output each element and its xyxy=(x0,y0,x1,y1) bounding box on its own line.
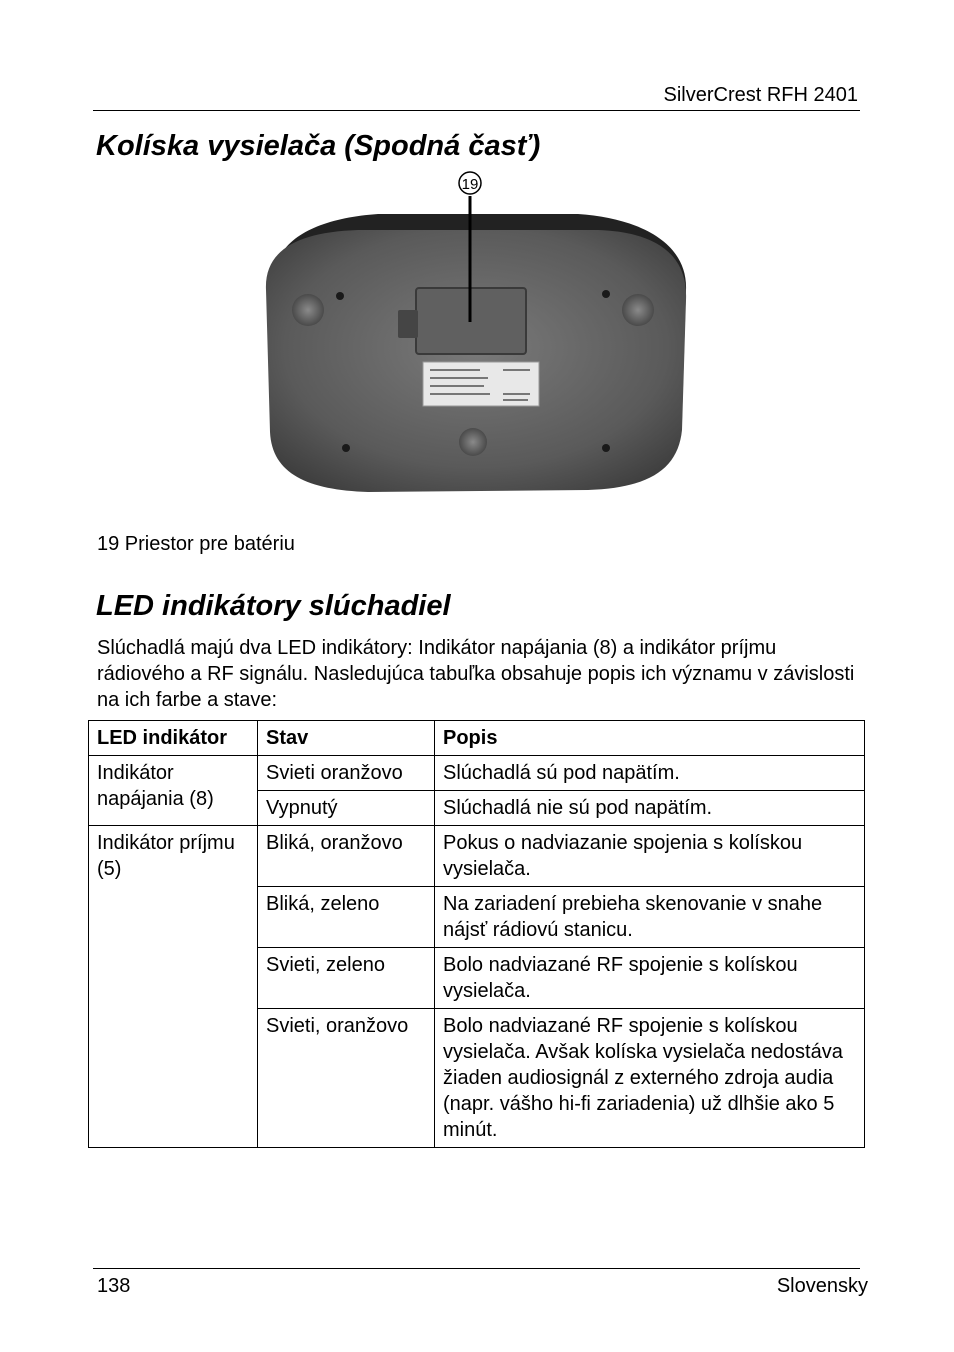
page-number: 138 xyxy=(97,1275,131,1297)
state-cell: Svieti, oranžovo xyxy=(258,1009,435,1148)
header-led-indicator: LED indikátor xyxy=(89,721,258,756)
indicator-cell: Indikátor napájania (8) xyxy=(89,756,258,826)
state-cell: Vypnutý xyxy=(258,791,435,826)
description-cell: Na zariadení prebieha skenovanie v snahe nájsť rádiovú stanicu. xyxy=(435,887,865,948)
state-cell: Bliká, oranžovo xyxy=(258,826,435,887)
header-product-name: SilverCrest RFH 2401 xyxy=(663,84,858,106)
cradle-bottom-illustration xyxy=(258,170,698,500)
state-cell: Bliká, zeleno xyxy=(258,887,435,948)
screw-icon xyxy=(336,292,344,300)
cradle-bottom-figure xyxy=(258,170,698,500)
description-cell: Bolo nadviazané RF spojenie s kolískou vysielača. Avšak kolíska vysielača nedostáva žiaden audiosignál z externého zdroja audia (napr. vášho hi-fi zariadenia) už dlhšie ako 5 minút. xyxy=(435,1009,865,1148)
led-indicator-table xyxy=(88,720,865,1148)
cradle-foot-top-right xyxy=(622,294,654,326)
description-cell: Bolo nadviazané RF spojenie s kolískou vysielača. xyxy=(435,948,865,1009)
header-description: Popis xyxy=(435,721,865,756)
table-header-row xyxy=(89,721,865,756)
table-row xyxy=(89,756,865,791)
screw-icon xyxy=(342,444,350,452)
header-state: Stav xyxy=(258,721,435,756)
description-cell: Slúchadlá sú pod napätím. xyxy=(435,756,865,791)
section-title-led: LED indikátory slúchadiel xyxy=(96,590,451,622)
state-cell: Svieti, zeleno xyxy=(258,948,435,1009)
description-cell: Slúchadlá nie sú pod napätím. xyxy=(435,791,865,826)
table-row xyxy=(89,826,865,887)
footer-language: Slovensky xyxy=(776,1275,868,1297)
callout-number: 19 xyxy=(461,176,479,193)
indicator-cell: Indikátor príjmu (5) xyxy=(89,826,258,1148)
screw-icon xyxy=(602,444,610,452)
description-cell: Pokus o nadviazanie spojenia s kolískou vysielača. xyxy=(435,826,865,887)
cradle-foot-bottom xyxy=(459,428,487,456)
screw-icon xyxy=(602,290,610,298)
header-divider xyxy=(93,110,860,111)
state-cell: Svieti oranžovo xyxy=(258,756,435,791)
intro-paragraph: Slúchadlá majú dva LED indikátory: Indikátor napájania (8) a indikátor príjmu rádiového a RF signálu. Nasledujúca tabuľka obsahuje popis ich významu v závislosti na ich farbe a stave: xyxy=(97,637,855,711)
section-title-cradle: Kolíska vysielača (Spodná časť) xyxy=(96,130,541,162)
footer-divider xyxy=(93,1268,860,1269)
figure-caption: 19 Priestor pre batériu xyxy=(97,533,295,555)
cradle-foot-top-left xyxy=(292,294,324,326)
battery-latch xyxy=(398,310,418,338)
